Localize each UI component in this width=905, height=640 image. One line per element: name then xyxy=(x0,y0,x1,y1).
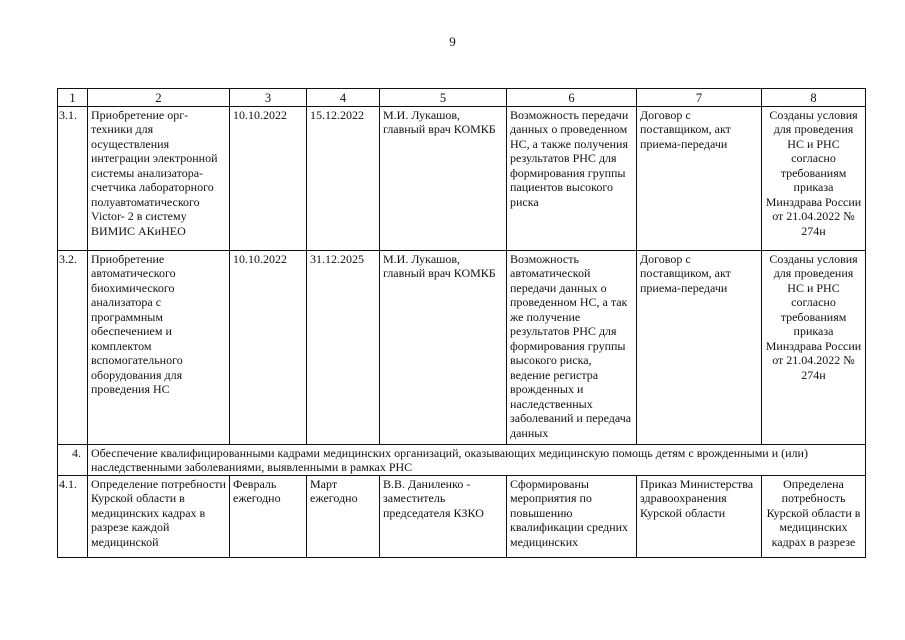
responsible-cell: М.И. Лукашов, главный врач КОМКБ xyxy=(380,106,507,250)
start-date-cell: Февраль ежегодно xyxy=(230,475,307,557)
row-number: 3.2. xyxy=(58,250,88,444)
document-cell: Приказ Министерства здравоохранения Курской области xyxy=(637,475,762,557)
table-header-row xyxy=(58,89,866,107)
result-cell: Возможность автоматической передачи данных о проведенном НС, а так же получение результатов РНС для формирования группы высокого риска, ведение регистра врожденных и наследственных заболеваний и передача данных xyxy=(507,250,637,444)
outcome-cell: Созданы условия для проведения НС и РНС согласно требованиям приказа Минздрава России от 21.04.2022 № 274н xyxy=(762,106,866,250)
responsible-cell: В.В. Даниленко - заместитель председателя КЗКО xyxy=(380,475,507,557)
column-header: 8 xyxy=(762,89,866,107)
end-date-cell: 31.12.2025 xyxy=(307,250,380,444)
table-row xyxy=(58,250,866,444)
row-number: 3.1. xyxy=(58,106,88,250)
end-date-cell: Март ежегодно xyxy=(307,475,380,557)
result-cell: Возможность передачи данных о проведенном НС, а также получения результатов РНС для формирования группы пациентов высокого риска xyxy=(507,106,637,250)
section-title: Обеспечение квалифицированными кадрами медицинских организаций, оказывающих медицинскую помощь детям с врожденными и (или) наследственными заболеваниями, выявленными в рамках РНС xyxy=(88,444,866,475)
table-row xyxy=(58,106,866,250)
outcome-cell: Созданы условия для проведения НС и РНС согласно требованиям приказа Минздрава России от 21.04.2022 № 274н xyxy=(762,250,866,444)
section-row xyxy=(58,444,866,475)
column-header: 4 xyxy=(307,89,380,107)
table-row xyxy=(58,475,866,557)
column-header: 1 xyxy=(58,89,88,107)
event-cell: Приобретение орг-техники для осуществления интеграции электронной системы анализатора-счетчика лабораторного полуавтоматического Victor- 2 в систему ВИМИС АКиНЕО xyxy=(88,106,230,250)
event-cell: Приобретение автоматического биохимического анализатора с программным обеспечением и комплектом вспомогательного оборудования для проведения НС xyxy=(88,250,230,444)
column-header: 3 xyxy=(230,89,307,107)
event-cell: Определение потребности Курской области в медицинских кадрах в разрезе каждой медицинской xyxy=(88,475,230,557)
measures-table xyxy=(57,88,866,558)
section-number: 4. xyxy=(58,444,88,475)
start-date-cell: 10.10.2022 xyxy=(230,106,307,250)
column-header: 2 xyxy=(88,89,230,107)
page-number: 9 xyxy=(449,34,456,49)
document-cell: Договор с поставщиком, акт приема-передачи xyxy=(637,250,762,444)
column-header: 6 xyxy=(507,89,637,107)
row-number: 4.1. xyxy=(58,475,88,557)
column-header: 7 xyxy=(637,89,762,107)
result-cell: Сформированы мероприятия по повышению квалификации средних медицинских xyxy=(507,475,637,557)
responsible-cell: М.И. Лукашов, главный врач КОМКБ xyxy=(380,250,507,444)
document-cell: Договор с поставщиком, акт приема-передачи xyxy=(637,106,762,250)
start-date-cell: 10.10.2022 xyxy=(230,250,307,444)
end-date-cell: 15.12.2022 xyxy=(307,106,380,250)
column-header: 5 xyxy=(380,89,507,107)
outcome-cell: Определена потребность Курской области в медицинских кадрах в разрезе xyxy=(762,475,866,557)
